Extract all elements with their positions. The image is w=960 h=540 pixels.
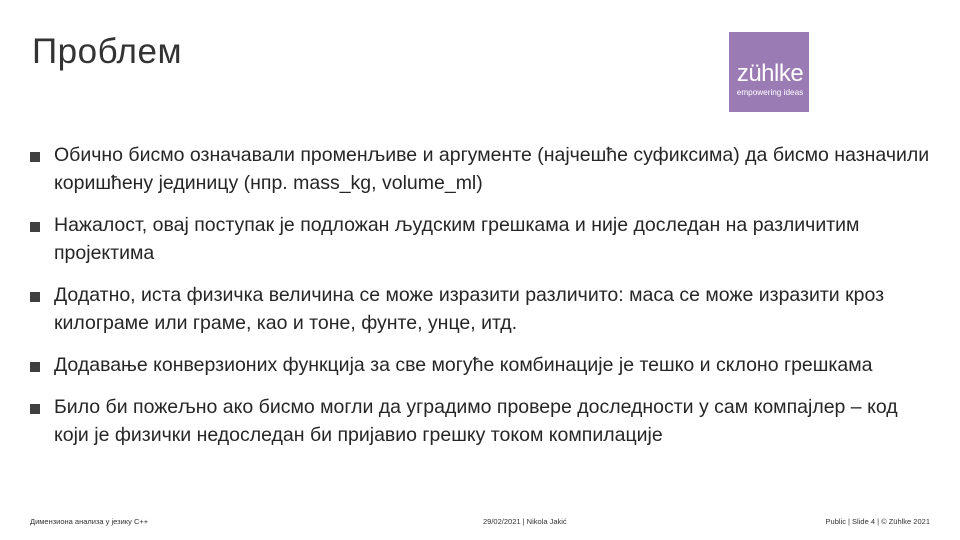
bullet-text: Додавање конверзионих функција за све могуће комбинације је тешко и склоно грешкама	[54, 354, 873, 376]
logo-wordmark: zühlke	[736, 60, 804, 87]
slide-title: Проблем	[32, 32, 183, 71]
bullet-item	[30, 393, 930, 449]
zuhlke-logo	[729, 32, 809, 112]
square-bullet-icon	[30, 404, 40, 414]
bullet-text: Обично бисмо означавали променљиве и аргументе (најчешће суфиксима) да бисмо назначили коришћену јединицу (нпр. mass_kg, volume_ml)	[54, 144, 930, 194]
bullet-text: Додатно, иста физичка величина се може изразити различито: маса се може изразити кроз килограме или граме, као и тоне, фунте, унце, итд.	[54, 284, 885, 334]
footer-slide-info: Public | Slide 4 | © Zühlke 2021	[825, 517, 930, 526]
logo-tagline: empowering ideas	[736, 88, 804, 97]
footer-presentation-title: Димензиона анализа у језику C++	[30, 517, 149, 526]
bullet-item	[30, 141, 930, 197]
bullet-list	[30, 141, 930, 463]
square-bullet-icon	[30, 292, 40, 302]
bullet-text: Нажалост, овај поступак је подложан људским грешкама и није доследан на различитим пројектима	[54, 214, 860, 264]
bullet-item	[30, 351, 930, 379]
bullet-item	[30, 281, 930, 337]
square-bullet-icon	[30, 362, 40, 372]
bullet-item	[30, 211, 930, 267]
square-bullet-icon	[30, 152, 40, 162]
square-bullet-icon	[30, 222, 40, 232]
bullet-text: Било би пожељно ако бисмо могли да уградимо провере доследности у сам компајлер – код који је физички недоследан би пријавио грешку током компилације	[54, 396, 898, 446]
footer-date-author: 29/02/2021 | Nikola Jakić	[483, 517, 567, 526]
